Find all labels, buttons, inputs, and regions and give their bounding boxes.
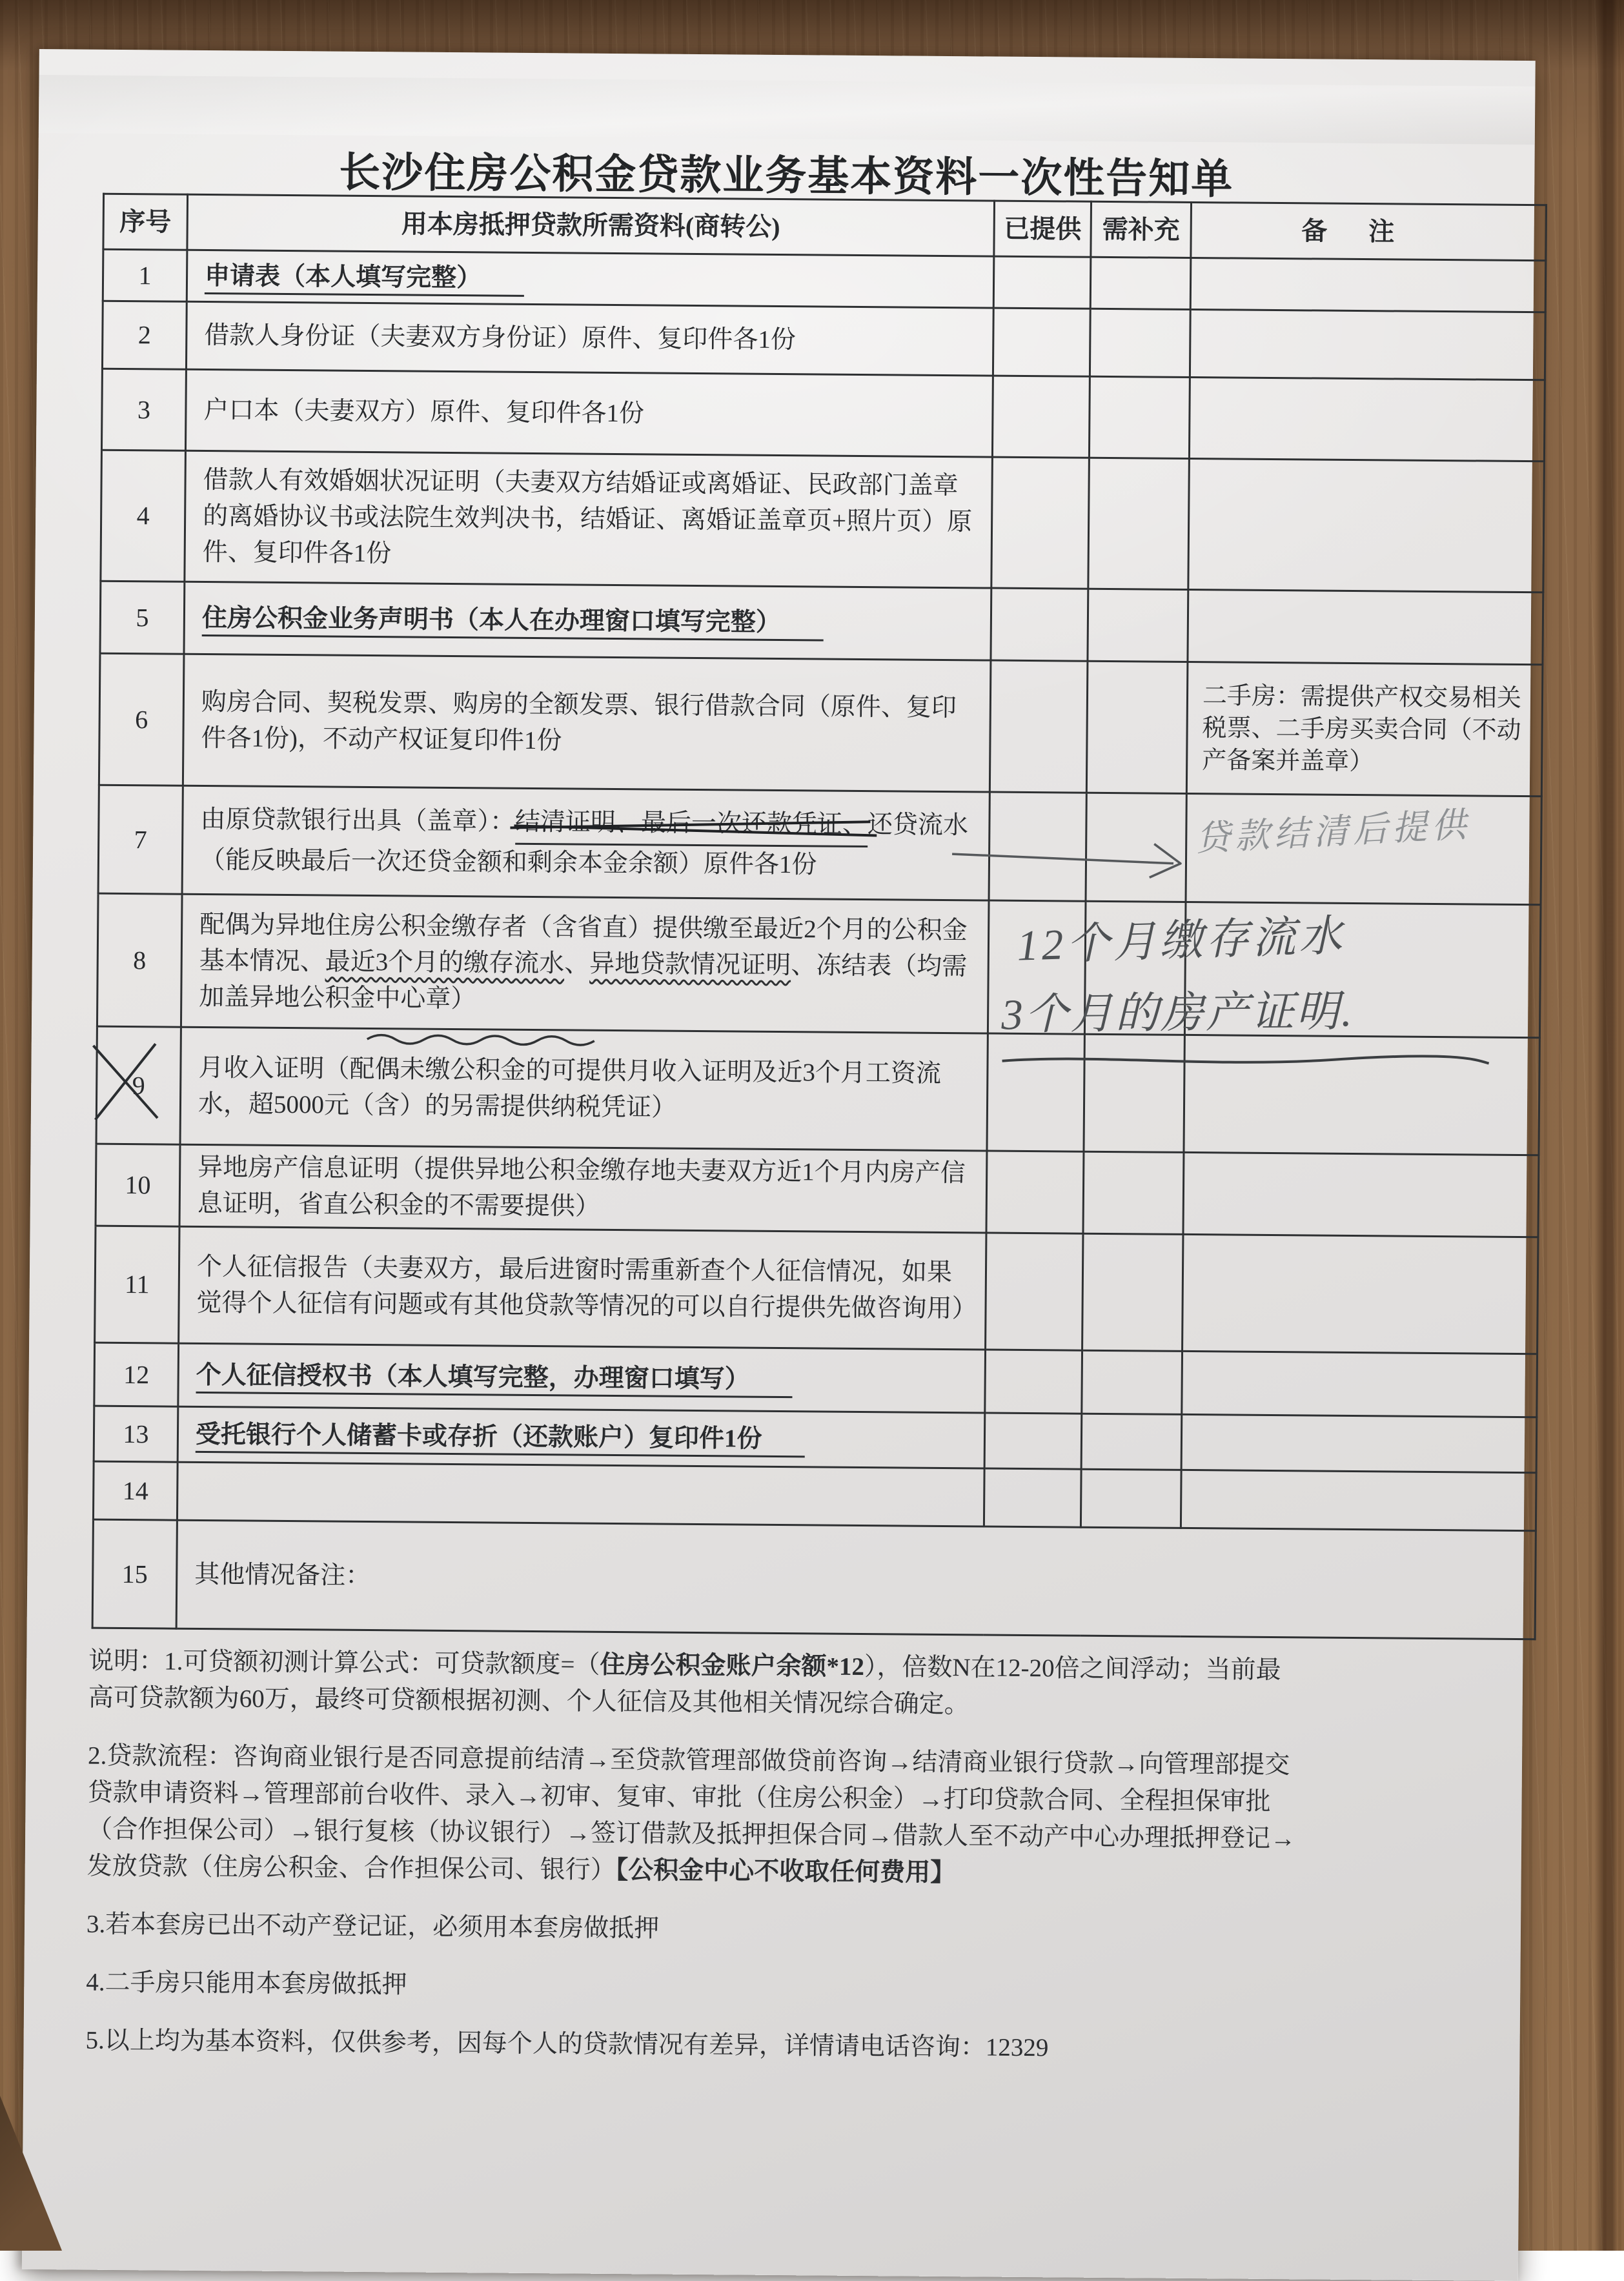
supplement-cell [1081, 1414, 1182, 1470]
row-number-cell [101, 369, 186, 451]
requirement-cell [179, 1226, 986, 1350]
provided-cell [993, 308, 1090, 376]
supplement-cell [1086, 661, 1188, 793]
requirement-cell [183, 654, 991, 792]
supplement-cell [1088, 458, 1190, 589]
requirement-cell [186, 301, 993, 376]
table-row-2 [102, 301, 1545, 380]
table-row-15 [92, 1519, 1536, 1639]
provided-cell [991, 457, 1090, 589]
table-row-14 [93, 1461, 1536, 1531]
row-number-cell [101, 450, 186, 582]
requirement-text-segment: 配偶为异地住房公积金缴存者（含省直）提供缴至最近2个月的公积金基本情况、 [199, 910, 968, 975]
row-number: 2 [138, 320, 151, 349]
note-line [86, 1964, 1532, 2012]
supplement-cell [1083, 1151, 1184, 1234]
requirement-cell [185, 451, 993, 588]
row-number-cell [94, 1343, 179, 1406]
row-number: 11 [125, 1270, 150, 1299]
document-paper [22, 49, 1536, 2281]
requirement-cell [180, 1027, 988, 1151]
provided-cell [986, 1151, 1084, 1233]
requirement-cell [184, 582, 991, 660]
col-header-remark [1191, 202, 1547, 260]
row-number-cell [102, 301, 187, 369]
requirement-cell [179, 1144, 987, 1233]
requirement-cell [187, 250, 994, 308]
supplement-cell [1088, 589, 1188, 662]
note-text-segment: 高可贷款额为60万，最终可贷额根据初测、个人征信及其他相关情况综合确定。 [88, 1684, 969, 1719]
requirement-text-segment: 申请表（本人填写完整） [205, 261, 524, 296]
handwritten-note-12-months-flow: 12个月缴存流水 [1016, 901, 1346, 973]
supplement-cell [1084, 1034, 1184, 1152]
provided-cell [991, 588, 1088, 661]
requirement-text-segment: 受托银行个人储蓄卡或存折（还款账户）复印件1份 [196, 1420, 805, 1457]
row-number-cell [96, 1026, 181, 1144]
table-row-5 [100, 581, 1543, 665]
table-row-4 [101, 450, 1545, 593]
remark-cell [1182, 1351, 1538, 1417]
requirement-text-segment: 购房合同、契税发票、购房的全额发票、银行借款合同（原件、复印件各1份)，不动产权证复印件1份 [201, 687, 957, 754]
remark-cell [1181, 1470, 1536, 1530]
requirement-cell [182, 786, 990, 900]
row-number: 8 [133, 946, 146, 975]
note-paragraph-1 [88, 1643, 1535, 1728]
note-text-segment: 发放贷款（住房公积金、合作担保公司、银行） [87, 1852, 616, 1884]
table-row-11 [95, 1226, 1538, 1354]
provided-cell [992, 376, 1090, 458]
handwritten-note-3-months-property: 3个月的房产证明. [1001, 977, 1354, 1042]
note-line [86, 1906, 1532, 1954]
paper-crease [39, 75, 1536, 145]
row-number: 7 [134, 825, 147, 854]
row-number-cell [103, 249, 187, 301]
col-header-material: 用本房抵押贷款所需资料(商转公) [187, 194, 995, 256]
requirement-cell [181, 894, 989, 1033]
requirement-text-segment: 异地贷款情况证明 [589, 949, 791, 978]
requirements-table-wrap [92, 193, 1548, 1641]
note-text-segment: 2.贷款流程：咨询商业银行是否同意提前结清→至贷款管理部做贷前咨询→结清商业银行贷款→向管理部提交 [88, 1742, 1290, 1779]
supplement-cell [1090, 309, 1190, 377]
remark-cell [1186, 793, 1541, 904]
note-paragraph-5 [85, 2022, 1531, 2071]
remark-cell [1188, 589, 1543, 664]
requirement-cell [177, 1462, 984, 1526]
provided-cell [986, 1233, 1083, 1350]
table-row-9 [96, 1026, 1539, 1155]
document-title: 长沙住房公积金贷款业务基本资料一次性告知单 [38, 146, 1535, 207]
requirement-text-segment: 由原贷款银行出具（盖章）： [200, 806, 515, 836]
notes-section [85, 1643, 1534, 2092]
provided-cell [987, 1033, 1084, 1151]
handwritten-x-mark-icon [82, 1035, 164, 1133]
requirement-text-segment: 结清证明、最后一次还款凭证、 [515, 804, 868, 847]
requirement-cell [176, 1520, 1536, 1639]
note-text-segment: 说明：1.可贷额初测计算公式：可贷款额度=（ [88, 1647, 600, 1679]
row-number-cell [94, 1406, 178, 1462]
requirement-text-segment: 还贷流水（能反映最后一次还贷金额和剩余本金余额）原件各1份 [200, 811, 968, 878]
requirement-text-segment: 住房公积金业务声明书（本人在办理窗口填写完整） [202, 603, 824, 641]
row-number: 14 [123, 1476, 148, 1505]
remark-cell [1190, 309, 1545, 380]
provided-cell [984, 1413, 1082, 1469]
row-number-cell [97, 893, 182, 1027]
row-number: 3 [137, 395, 150, 424]
col-header-supplement: 需补充 [1091, 201, 1192, 258]
table-row-7 [98, 785, 1541, 905]
note-bold-segment: 住房公积金账户余额*12 [600, 1651, 864, 1681]
note-text-segment: 3.若本套房已出不动产登记证，必须用本套房做抵押 [86, 1911, 660, 1943]
row-number-cell [92, 1519, 177, 1628]
requirement-text-segment: 其他情况备注： [194, 1560, 370, 1589]
supplement-cell [1082, 1350, 1182, 1414]
requirement-text-segment: 借款人身份证（夫妻双方身份证）原件、复印件各1份 [204, 321, 796, 354]
note-bold-segment: 【公积金中心不收取任何费用】 [616, 1856, 956, 1887]
requirement-text-segment: 、 [564, 949, 589, 977]
row-number-cell [99, 653, 184, 786]
note-line [85, 2022, 1531, 2071]
supplement-cell [1089, 376, 1190, 458]
requirement-text-segment: 个人征信报告（夫妻双方，最后进窗时需重新查个人征信情况，如果觉得个人征信有问题或有其他贷款等情况的可以自行提供先做咨询用） [196, 1253, 977, 1323]
note-text-segment: （合作担保公司）→银行复核（协议银行）→签订借款及抵押担保合同→借款人至不动产中心办理抵押登记→ [87, 1816, 1295, 1853]
note-text-segment: 4.二手房只能用本套房做抵押 [86, 1969, 407, 1999]
requirement-text-segment: 借款人有效婚姻状况证明（夫妻双方结婚证或离婚证、民政部门盖章的离婚协议书或法院生效判决书，结婚证、离婚证盖章页+照片页）原件、复印件各1份 [203, 466, 973, 567]
supplement-cell [1084, 901, 1186, 1035]
row-number: 10 [125, 1170, 150, 1199]
table-row-3 [101, 369, 1545, 461]
supplement-cell [1090, 257, 1191, 309]
requirement-text-segment: 个人征信授权书（本人填写完整，办理窗口填写） [196, 1361, 792, 1397]
remark-cell [1190, 258, 1546, 312]
provided-cell [990, 660, 1088, 793]
note-paragraph-2 [87, 1738, 1534, 1896]
col-header-no: 序号 [103, 194, 188, 250]
row-number: 15 [122, 1559, 148, 1588]
remark-cell [1181, 1414, 1537, 1472]
row-number: 1 [138, 261, 151, 290]
requirement-text-segment: 、冻结表（均需加盖异地公积金中心章） [199, 951, 967, 1013]
remark-cell [1188, 458, 1545, 592]
remark-cell [1183, 1152, 1539, 1237]
requirement-cell [185, 369, 993, 457]
table-row-12 [94, 1343, 1538, 1417]
remark-cell [1182, 1234, 1538, 1353]
row-number-cell [96, 1144, 180, 1226]
note-paragraph-3 [86, 1906, 1532, 1954]
requirement-cell [178, 1406, 985, 1468]
remark-text: 二手房：需提供产权交易相关税票、二手房买卖合同（不动产备案并盖章） [1202, 682, 1521, 775]
provided-cell [993, 256, 1091, 309]
provided-cell [984, 1468, 1081, 1527]
row-number: 13 [123, 1419, 148, 1448]
row-number: 12 [123, 1360, 149, 1389]
row-number: 6 [135, 705, 148, 734]
table-row-10 [96, 1144, 1539, 1237]
col-header-provided: 已提供 [994, 201, 1091, 257]
remark-cell [1189, 377, 1545, 461]
supplement-cell [1086, 793, 1186, 902]
note-text-segment: 5.以上均为基本资料，仅供参考，因每个人的贷款情况有差异，详情请电话咨询：12329 [85, 2027, 1048, 2062]
requirement-text-segment: 户口本（夫妻双方）原件、复印件各1份 [203, 396, 644, 427]
col-header-remark-label: 备注 [1301, 216, 1436, 247]
row-number: 4 [136, 501, 149, 530]
provided-cell [988, 900, 1086, 1034]
note-paragraph-4 [86, 1964, 1532, 2012]
row-number-cell [100, 581, 185, 654]
provided-cell [989, 792, 1086, 901]
remark-cell [1186, 662, 1543, 796]
row-number-cell [95, 1226, 179, 1343]
requirement-cell [178, 1343, 986, 1413]
row-number: 9 [132, 1071, 145, 1100]
requirement-text-segment: 最近3个月的缴存流水 [325, 948, 565, 977]
remark-cell [1184, 902, 1541, 1037]
provided-cell [985, 1350, 1082, 1414]
row-number-cell [93, 1461, 178, 1520]
handwritten-note-loan-settled: 贷款结清后提供 [1194, 796, 1472, 861]
requirement-text-segment: 月收入证明（配偶未缴公积金的可提供月收入证明及近3个月工资流水，超5000元（含）的另需提供纳税凭证） [198, 1053, 941, 1121]
table-row-6 [99, 653, 1543, 796]
supplement-cell [1082, 1233, 1183, 1351]
row-number: 5 [136, 603, 148, 632]
note-text-segment: 贷款申请资料→管理部前台收件、录入→初审、复审、审批（住房公积金）→打印贷款合同、全程担保审批 [87, 1779, 1270, 1816]
requirement-text-segment: 异地房产信息证明（提供异地公积金缴存地夫妻双方近1个月内房产信息证明，省直公积金的不需要提供） [198, 1153, 966, 1221]
table-row-8 [97, 893, 1541, 1038]
requirements-table [92, 193, 1547, 1641]
supplement-cell [1081, 1469, 1181, 1528]
row-number-cell [98, 785, 183, 894]
note-text-segment: ），倍数N在12-20倍之间浮动；当前最 [864, 1653, 1281, 1684]
remark-cell [1184, 1035, 1539, 1155]
